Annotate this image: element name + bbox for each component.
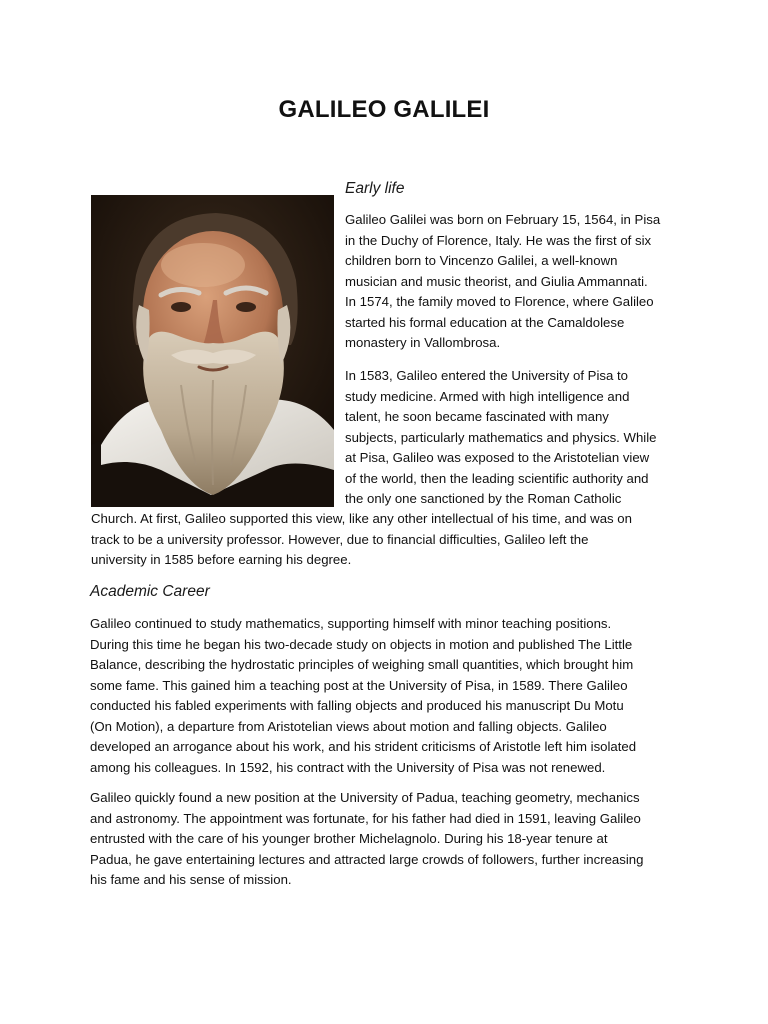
text-line: some fame. This gained him a teaching post at the University of Pisa, in 1589. There Galileo xyxy=(90,677,628,693)
galileo-portrait-image xyxy=(91,195,334,507)
text-line: (On Motion), a departure from Aristotelian views about motion and falling objects. Galileo xyxy=(90,718,607,734)
text-line: and astronomy. The appointment was fortunate, for his father had died in 1591, leaving Galileo xyxy=(90,810,641,826)
text-line: In 1583, Galileo entered the University of Pisa to xyxy=(345,368,628,383)
text-line: Balance, describing the hydrostatic principles of weighing small quantities, which brought him xyxy=(90,657,634,672)
text-line: of the world, then the leading scientific authority and xyxy=(345,470,649,486)
text-line: conducted his fabled experiments with falling objects and produced his manuscript Du Motu xyxy=(90,698,624,713)
paragraph-early-life-2 xyxy=(345,366,685,510)
paragraph-early-life-2-continued xyxy=(91,509,691,571)
section-heading-early-life: Early life xyxy=(345,180,405,197)
text-line: Galileo Galilei was born on February 15, 1564, in Pisa xyxy=(345,212,661,227)
text-line: During this time he began his two-decade study on objects in motion and published The Little xyxy=(90,636,633,652)
text-line: monastery in Vallombrosa. xyxy=(345,335,501,350)
portrait-illustration xyxy=(91,195,334,507)
page-title: GALILEO GALILEI xyxy=(278,96,490,123)
text-line: subjects, particularly mathematics and physics. While xyxy=(345,429,657,445)
text-line: Galileo continued to study mathematics, supporting himself with minor teaching positions. xyxy=(90,616,612,631)
text-line: study medicine. Armed with high intelligence and xyxy=(345,388,630,404)
text-line: Church. At first, Galileo supported this view, like any other intellectual of his time, and was on xyxy=(91,511,632,526)
section-heading-academic-career: Academic Career xyxy=(90,583,210,600)
text-line: musician and music theorist, and Giulia Ammannati. xyxy=(345,273,648,289)
paragraph-academic-career-1 xyxy=(90,614,690,778)
text-line: developed an arrogance about his work, and his strident criticisms of Aristotle left him isolated xyxy=(90,739,637,754)
text-line: Padua, he gave entertaining lectures and attracted large crowds of followers, further increasing xyxy=(90,851,644,867)
text-line: started his formal education at the Camaldolese xyxy=(345,314,625,330)
text-line: in the Duchy of Florence, Italy. He was the first of six xyxy=(345,232,652,248)
text-line: children born to Vincenzo Galilei, a well-known xyxy=(345,253,618,268)
text-line: his fame and his sense of mission. xyxy=(90,872,292,887)
text-line: entrusted with the care of his younger brother Michelagnolo. During his 18-year tenure at xyxy=(90,831,608,846)
text-line: track to be a university professor. However, due to financial difficulties, Galileo left the xyxy=(91,531,589,547)
text-line: at Pisa, Galileo was exposed to the Aristotelian view xyxy=(345,450,650,465)
text-line: Galileo quickly found a new position at the University of Padua, teaching geometry, mechanics xyxy=(90,790,640,805)
paragraph-academic-career-2 xyxy=(90,788,690,891)
text-line: talent, he soon became fascinated with many xyxy=(345,409,609,424)
text-line: the only one sanctioned by the Roman Catholic xyxy=(345,491,622,506)
paragraph-early-life-1 xyxy=(345,210,685,354)
text-line: among his colleagues. In 1592, his contract with the University of Pisa was not renewed. xyxy=(90,759,606,775)
text-line: university in 1585 before earning his degree. xyxy=(91,552,352,567)
text-line: In 1574, the family moved to Florence, where Galileo xyxy=(345,294,654,309)
